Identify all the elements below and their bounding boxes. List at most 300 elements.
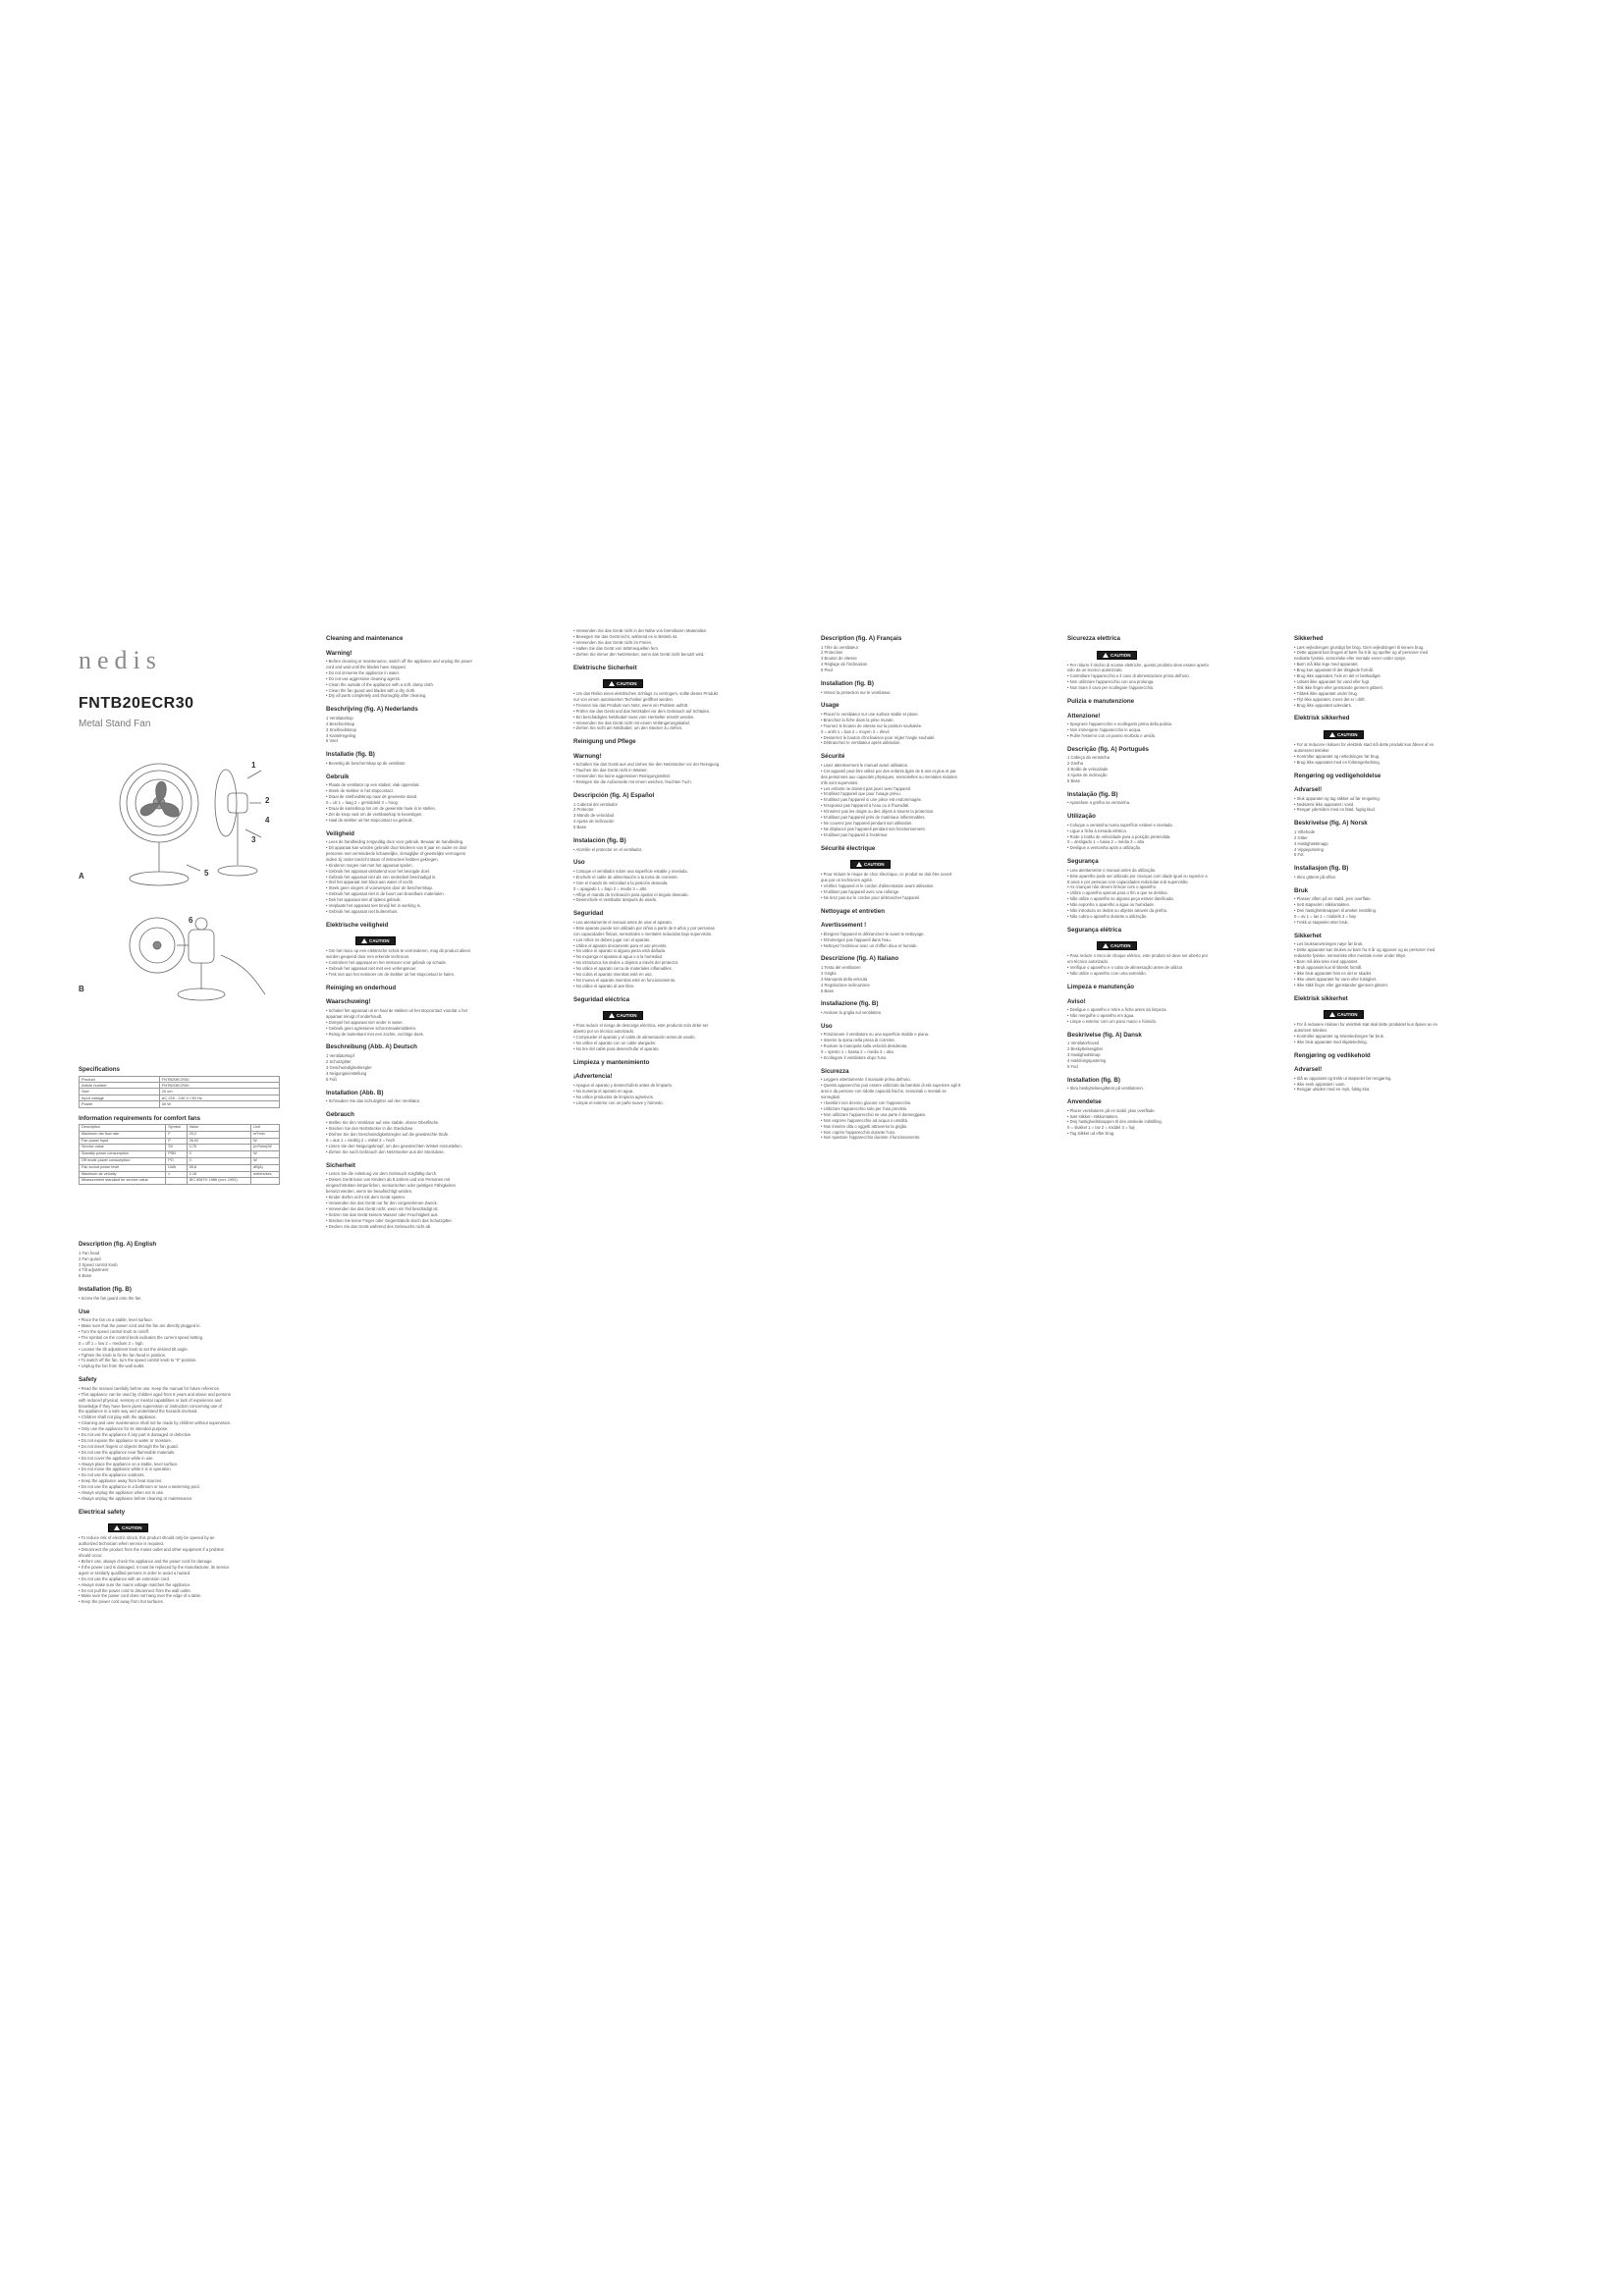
- text-line: um técnico autorizado.: [1067, 959, 1110, 965]
- text-line: • Draai de snelheidsknop naar de gewenste stand.: [326, 794, 418, 800]
- text-line: • Halten Sie das Gerät von Wärmequellen fern.: [573, 645, 660, 651]
- section-heading: Rengøring og vedligeholdelse: [1294, 772, 1381, 779]
- text-line: • Tighten the knob to fix the fan head in position.: [79, 1352, 167, 1358]
- text-line: • Ziehen Sie nicht am Netzkabel, um den Stecker zu ziehen.: [573, 725, 683, 731]
- text-line: • Les enfants ne doivent pas jouer avec l'appareil.: [821, 785, 912, 791]
- text-line: • Cleaning and user maintenance shall not be made by children without supervision.: [79, 1420, 232, 1426]
- table-cell: 0: [187, 1151, 250, 1158]
- text-line: • Verwenden Sie das Gerät nicht mit einem Verlängerungskabel.: [573, 720, 691, 725]
- text-line: 3 Geschwindigkeitsregler: [326, 1064, 372, 1070]
- text-line: nedsatte fysiske, sensoriske eller mentale evner under opsyn.: [1294, 656, 1407, 662]
- specifications-table: [79, 1076, 280, 1108]
- table-cell: [251, 1178, 280, 1185]
- table-cell: SV: [166, 1145, 187, 1151]
- text-line: • Do not cover the appliance while in use.: [79, 1455, 154, 1461]
- text-line: • Reinigen Sie die Außenseite mit einem weichen, feuchten Tuch.: [573, 779, 692, 785]
- section-heading: Bruk: [1294, 886, 1309, 894]
- text-line: • Dette apparat kan bruges af børn fra 8 år og opefter og af personer med: [1294, 650, 1429, 656]
- text-line: 3 Botão de velocidade: [1067, 767, 1109, 773]
- figure-label-5: 5: [204, 869, 209, 878]
- text-line: • Bevestig de beschermkap op de ventilator.: [326, 760, 406, 766]
- table-cell: IEC 60879: 1986 (corr. 1992): [187, 1178, 250, 1185]
- text-line: • Drehen Sie den Geschwindigkeitsregler auf die gewünschte Stufe.: [326, 1132, 450, 1138]
- table-cell: 20 cm: [159, 1089, 279, 1095]
- table-cell: Description: [80, 1125, 166, 1132]
- text-line: • Skru gitteret på viften.: [1294, 874, 1337, 880]
- info-row: [80, 1151, 280, 1158]
- text-line: • Atornille el protector en el ventilador.: [573, 846, 643, 852]
- text-line: 2 Protection: [821, 650, 843, 656]
- text-line: should occur.: [79, 1553, 103, 1559]
- text-line: 1 Ventilatorkopf: [326, 1052, 354, 1058]
- text-line: • Leggere attentamente il manuale prima dell'uso.: [821, 1077, 911, 1083]
- text-line: • Aparafuse a grelha na ventoinha.: [1067, 800, 1131, 806]
- section-heading: Sécurité: [821, 753, 845, 761]
- section-heading: Aviso!: [1067, 997, 1086, 1005]
- text-line: apparaat reinigt of onderhoudt.: [326, 1013, 383, 1019]
- text-line: que par un technicien agréé.: [821, 878, 874, 883]
- text-line: • Lees de handleiding zorgvuldig door voor gebruik. Bewaar de handleiding.: [326, 839, 464, 845]
- text-line: • Ikke utsett apparatet for vann eller fuktighet.: [1294, 976, 1378, 982]
- warning-triangle-icon: [114, 1525, 120, 1530]
- table-cell: 30 W: [159, 1101, 279, 1107]
- text-line: 0 = spento 1 = bassa 2 = media 3 = alta: [821, 1049, 893, 1055]
- text-line: • Gebruik geen agressieve schoonmaakmiddelen.: [326, 1025, 417, 1031]
- caution-text: CAUTION: [1110, 943, 1131, 949]
- text-line: • Cet appareil peut être utilisé par des enfants âgés de 8 ans et plus et par: [821, 768, 956, 774]
- text-line: • Dit apparaat kan worden gebruikt door kinderen van 8 jaar en ouder en door: [326, 845, 467, 851]
- text-line: • Pour réduire le risque de choc électrique, ce produit ne doit être ouvert: [821, 872, 952, 878]
- column-3: [573, 628, 807, 1105]
- caution-label: [1097, 651, 1137, 660]
- text-line: • Before use, always check the appliance and the power cord for damage.: [79, 1559, 213, 1565]
- text-line: solo da un tecnico autorizzato.: [1067, 667, 1123, 673]
- text-line: • Ne tirez pas sur le cordon pour débrancher l'appareil.: [821, 894, 921, 900]
- text-line: reduserte fysiske, sensoriske eller mentale evner under tilsyn.: [1294, 953, 1407, 959]
- text-line: • Always place the appliance on a stable, level surface.: [79, 1461, 179, 1467]
- text-line: cord and wait until the blades have stopped.: [326, 664, 406, 669]
- text-line: • Para reduzir o risco de choque elétrico, este produto só deve ser aberto por: [1067, 953, 1208, 959]
- section-heading: Installation (fig. B): [821, 680, 874, 688]
- table-cell: Article number: [80, 1082, 160, 1088]
- section-heading: Reiniging en onderhoud: [326, 984, 397, 991]
- section-heading: Use: [79, 1308, 90, 1315]
- text-line: • Ein beschädigtes Netzkabel muss vom Hersteller ersetzt werden.: [573, 714, 695, 720]
- text-line: • Ruotare la manopola sulla velocità desiderata.: [821, 1043, 908, 1049]
- text-line: • Dry all parts completely and thoroughly after cleaning.: [326, 693, 427, 699]
- text-line: 4 Kantelregeling: [326, 732, 356, 738]
- text-line: 5 Base: [573, 825, 587, 830]
- text-line: • Stecken Sie keine Finger oder Gegenstände durch das Schutzgitter.: [326, 1217, 453, 1223]
- figure-label-6: 6: [189, 916, 193, 925]
- text-line: • Sæt stikket i stikkontakten.: [1067, 1113, 1119, 1119]
- text-line: • Utilizzare l'apparecchio solo per l'uso previsto.: [821, 1105, 908, 1111]
- text-line: 2 Beschermkap: [326, 721, 355, 726]
- text-line: • Setzen Sie das Gerät keinem Wasser oder Feuchtigkeit aus.: [326, 1211, 439, 1217]
- text-line: • Do not use the appliance in a bathroom or near a swimming pool.: [79, 1484, 200, 1490]
- figure-label-b: B: [79, 985, 84, 993]
- section-heading: Pulizia e manutenzione: [1067, 698, 1135, 706]
- text-line: agent or similarly qualified persons in order to avoid a hazard.: [79, 1570, 191, 1575]
- text-line: • If the power cord is damaged, it must be replaced by the manufacturer, its service: [79, 1564, 230, 1570]
- table-cell: meters/sec: [251, 1171, 280, 1178]
- text-line: • Placez le ventilateur sur une surface stable et plane.: [821, 711, 919, 717]
- section-heading: Beskrivelse (fig. A) Dansk: [1067, 1031, 1142, 1039]
- text-line: • Non utilizzare l'apparecchio con una prolunga.: [1067, 679, 1155, 685]
- text-line: • Vissez la protection sur le ventilateur.: [821, 689, 892, 695]
- table-cell: LWA: [166, 1164, 187, 1171]
- text-line: • No utilice productos de limpieza agresivos.: [573, 1094, 654, 1099]
- info-requirements-heading: Information requirements for comfort fans: [79, 1114, 201, 1122]
- text-line: • N'exposez pas l'appareil à l'eau ou à l'humidité.: [821, 803, 910, 809]
- caution-text: CAUTION: [1110, 652, 1131, 658]
- text-line: • Ne déplacez pas l'appareil pendant son fonctionnement.: [821, 826, 926, 831]
- text-line: • Do not use the appliance outdoors.: [79, 1472, 145, 1478]
- text-line: • Decken Sie das Gerät während des Gebrauchs nicht ab.: [326, 1223, 432, 1229]
- text-line: • Non utilizzare l'apparecchio se una parte è danneggiata.: [821, 1111, 927, 1117]
- text-line: • To reduce risk of electric shock, this product should only be opened by an: [79, 1535, 215, 1541]
- text-line: 4 Hældningsjustering: [1067, 1057, 1107, 1063]
- table-cell: m³/min: [251, 1131, 280, 1138]
- text-line: • Læs vejledningen grundigt før brug. Gem vejledningen til senere brug.: [1294, 644, 1425, 650]
- text-line: • Draai de kantelknop los om de gewenste hoek in te stellen.: [326, 805, 437, 811]
- text-line: • Gire el mando de velocidad a la posición deseada.: [573, 880, 669, 885]
- section-heading: Nettoyage et entretien: [821, 907, 885, 915]
- warning-triangle-icon: [1103, 653, 1109, 658]
- text-line: • Do not immerse the appliance in water.: [326, 669, 401, 675]
- text-line: • Rengjør utsiden med en myk, fuktig klut.: [1294, 1087, 1371, 1093]
- text-line: • No utilice el aparato con un cable alargador.: [573, 1040, 657, 1045]
- section-heading: Elektrische Sicherheit: [573, 664, 637, 671]
- text-line: • Trennen Sie das Produkt vom Netz, wenn ein Problem auftritt.: [573, 702, 689, 708]
- text-line: • Gebruik het apparaat niet buitenshuis.: [326, 909, 399, 914]
- section-heading: Gebrauch: [326, 1110, 354, 1118]
- text-line: • Plasser viften på en stabil, jevn overflate.: [1294, 896, 1372, 902]
- section-heading: Limpieza y mantenimiento: [573, 1058, 650, 1066]
- table-cell: 26,92: [187, 1138, 250, 1145]
- text-line: • No exponga el aparato al agua o a la humedad.: [573, 954, 664, 960]
- section-heading: Instalación (fig. B): [573, 837, 626, 845]
- text-line: • Não utilize o aparelho com uma extensão.: [1067, 971, 1147, 977]
- caution-label: [355, 936, 396, 945]
- text-line: • Spegnere l'apparecchio e scollegarlo prima della pulizia.: [1067, 721, 1173, 727]
- text-line: • Pulire l'esterno con un panno morbido e umido.: [1067, 732, 1157, 738]
- text-line: • Este aparelho pode ser utilizado por crianças com idade igual ou superior a: [1067, 873, 1208, 879]
- table-cell: (m³/min)/W: [251, 1145, 280, 1151]
- section-heading: Sikkerhed: [1294, 635, 1324, 642]
- section-heading: Instalação (fig. B): [1067, 790, 1118, 798]
- text-line: 0 = arrêt 1 = bas 2 = moyen 3 = élevé: [821, 728, 890, 734]
- text-line: 5 Voet: [326, 738, 338, 744]
- section-heading: Uso: [573, 859, 585, 867]
- text-line: 2 Protector: [573, 807, 594, 813]
- warning-triangle-icon: [856, 862, 862, 867]
- model-number: FNTB20ECR30: [79, 695, 194, 712]
- text-line: • Verwenden Sie keine aggressiven Reinigungsmittel.: [573, 774, 671, 779]
- text-line: • N'insérez pas les doigts ou des objets à travers la protection.: [821, 809, 935, 815]
- text-line: • Flyt ikke apparatet, mens det er i drift.: [1294, 696, 1366, 702]
- text-line: • Um das Risiko eines elektrischen Schlags zu verringern, sollte dieses Produkt: [573, 691, 718, 697]
- table-cell: Service value: [80, 1145, 166, 1151]
- text-line: • Coloque el ventilador sobre una superficie estable y nivelada.: [573, 868, 688, 874]
- section-heading: Elektrisk sikkerhet: [1294, 994, 1348, 1002]
- text-line: 5 Base: [79, 1273, 92, 1279]
- column-4: [821, 628, 1055, 1141]
- text-line: • Tauchen Sie das Gerät nicht in Wasser.: [573, 768, 648, 774]
- section-heading: Installation (fig. B): [1067, 1076, 1120, 1084]
- text-line: • Lisez attentivement le manuel avant utilisation.: [821, 762, 909, 768]
- text-line: • Desligue a ventoinha após a utilização.: [1067, 845, 1142, 851]
- figure-label-2: 2: [265, 796, 270, 805]
- text-line: • Avvitare la griglia sul ventilatore.: [821, 1009, 883, 1015]
- text-line: • Verplaats het apparaat niet terwijl het in werking is.: [326, 903, 421, 909]
- text-line: • Branchez la fiche dans la prise murale.: [821, 717, 894, 722]
- text-line: • Verwenden Sie das Gerät nur für den vorgesehenen Zweck.: [326, 1200, 438, 1205]
- text-line: 3 Speed control knob: [79, 1261, 118, 1267]
- text-line: • Gebruik het apparaat uitsluitend voor het beoogde doel.: [326, 868, 430, 874]
- section-heading: Beschrijving (fig. A) Nederlands: [326, 706, 418, 714]
- text-line: • Para reducir el riesgo de descarga eléctrica, este producto solo debe ser: [573, 1023, 709, 1029]
- text-line: • Não introduza os dedos ou objetos através da grelha.: [1067, 908, 1168, 914]
- text-line: • Screw the fan guard onto the fan.: [79, 1295, 142, 1301]
- text-line: • Drei hastighetsknappen til ønsket innstilling.: [1294, 908, 1378, 914]
- text-line: 4 Regolazione inclinazione: [821, 982, 870, 988]
- product-name: Metal Stand Fan: [79, 719, 151, 729]
- table-cell: Power: [80, 1101, 160, 1107]
- text-line: • Drej hastighedsknappen til den ønskede indstilling.: [1067, 1119, 1163, 1125]
- text-line: • Børn må ikke lege med apparatet.: [1294, 662, 1359, 667]
- text-line: abierto por un técnico autorizado.: [573, 1029, 635, 1035]
- text-line: • Brug kun apparatet til det tilsigtede formål.: [1294, 667, 1375, 673]
- table-cell: W: [251, 1158, 280, 1165]
- text-line: • Do not use the appliance near flammable materials.: [79, 1449, 176, 1455]
- text-line: 2 Griglia: [821, 970, 837, 976]
- text-line: • To switch off the fan, turn the speed control knob to "0" position.: [79, 1358, 197, 1363]
- text-line: • Do not use the appliance if any part is damaged or defective.: [79, 1432, 192, 1438]
- text-line: • Sett støpselet i stikkontakten.: [1294, 902, 1351, 908]
- text-line: • Steek de stekker in het stopcontact.: [326, 788, 394, 794]
- caution-text: CAUTION: [1337, 1012, 1358, 1018]
- text-line: 0 = off 1 = low 2 = medium 3 = high: [79, 1340, 143, 1346]
- text-line: benutzt werden, wenn sie beaufsichtigt werden.: [326, 1189, 413, 1195]
- text-line: anni e da persone con ridotte capacità fisiche, sensoriali o mentali se: [821, 1089, 947, 1095]
- text-line: with reduced physical, sensory or mental capabilities or lack of experience and: [79, 1397, 222, 1403]
- section-heading: Anvendelse: [1067, 1098, 1102, 1106]
- text-line: nur von einem autorisierten Techniker geöffnet werden.: [573, 696, 675, 702]
- specifications-heading: Specifications: [79, 1066, 120, 1073]
- warning-triangle-icon: [1103, 943, 1109, 948]
- text-line: • Always unplug the appliance when not in use.: [79, 1490, 165, 1496]
- text-line: • Compruebe el aparato y el cable de alimentación antes de usarlo.: [573, 1035, 696, 1041]
- text-line: authorized technician when service is required.: [79, 1541, 165, 1547]
- text-line: • Ligue a ficha à tomada elétrica.: [1067, 828, 1127, 833]
- text-line: • Plaats de ventilator op een stabiel, vlak oppervlak.: [326, 782, 420, 788]
- section-heading: Avertissement !: [821, 922, 867, 930]
- text-line: • Stellen Sie den Ventilator auf eine stabile, ebene Oberfläche.: [326, 1120, 440, 1126]
- section-heading: Descripción (fig. A) Español: [573, 792, 655, 799]
- fan-illustration: [79, 749, 275, 1019]
- section-heading: Warning!: [326, 649, 352, 657]
- product-figure: [79, 749, 275, 1019]
- table-cell: Standby power consumption: [80, 1151, 166, 1158]
- section-heading: Electrical safety: [79, 1508, 126, 1516]
- text-line: • Ne couvrez pas l'appareil pendant son utilisation.: [821, 820, 913, 826]
- text-line: • N'utilisez pas l'appareil à l'extérieur.: [821, 831, 889, 837]
- text-line: 1 Cabezal del ventilador: [573, 801, 618, 807]
- table-cell: Symbol: [166, 1125, 187, 1132]
- text-line: • No cubra el aparato mientras esté en uso.: [573, 972, 653, 978]
- text-line: • I bambini non devono giocare con l'apparecchio.: [821, 1100, 912, 1105]
- text-line: • No utilice el aparato cerca de materiales inflamables.: [573, 966, 673, 972]
- text-line: • Haal de stekker uit het stopcontact na gebruik.: [326, 817, 413, 823]
- text-line: • Ziehen Sie nach Gebrauch den Netzstecker aus der Steckdose.: [326, 1148, 445, 1154]
- text-line: • Desserrez le bouton d'inclinaison pour régler l'angle souhaité.: [821, 734, 936, 740]
- text-line: • N'immergez pas l'appareil dans l'eau.: [821, 936, 892, 942]
- text-line: • Non immergere l'apparecchio in acqua.: [1067, 726, 1142, 732]
- text-line: • For at reducere risikoen for elektrisk stød må dette produkt kun åbnes af en: [1294, 741, 1435, 747]
- text-line: • Trekk ut støpselet etter bruk.: [1294, 919, 1349, 925]
- table-cell: Product: [80, 1076, 160, 1082]
- table-cell: Value: [187, 1125, 250, 1132]
- text-line: • No mueva el aparato mientras esté en funcionamiento.: [573, 977, 677, 983]
- text-line: autoriseret tekniker.: [1294, 747, 1330, 753]
- text-line: • Posizionare il ventilatore su una superficie stabile e piana.: [821, 1032, 930, 1038]
- section-heading: Usage: [821, 702, 839, 710]
- text-line: 1 Ventilatorkop: [326, 715, 353, 721]
- table-cell: Maximum air velocity: [80, 1171, 166, 1178]
- section-heading: Gebruik: [326, 773, 350, 780]
- section-heading: Cleaning and maintenance: [326, 635, 404, 642]
- section-heading: Segurança elétrica: [1067, 926, 1122, 934]
- text-line: • Clean the outside of the appliance with a soft, damp cloth.: [326, 681, 434, 687]
- text-line: • Gebruik het apparaat niet als een onderdeel beschadigd is.: [326, 874, 437, 880]
- text-line: • As crianças não devem brincar com o aparelho.: [1067, 884, 1158, 890]
- table-cell: PO: [166, 1158, 187, 1165]
- text-line: • Éteignez l'appareil et débranchez-le avant le nettoyage.: [821, 931, 925, 936]
- section-heading: Advarsel!: [1294, 1066, 1323, 1074]
- table-cell: FNTB20ECR30: [159, 1076, 279, 1082]
- text-line: 8 anos e por pessoas com capacidades reduzidas sob supervisão.: [1067, 879, 1189, 884]
- text-line: 5 Base: [821, 988, 835, 993]
- caution-text: CAUTION: [864, 862, 885, 868]
- text-line: the appliance in a safe way and understand the hazards involved.: [79, 1409, 198, 1415]
- figure-label-3: 3: [251, 835, 256, 844]
- text-line: • Brug ikke apparatet, hvis en del er beskadiget.: [1294, 673, 1381, 679]
- text-line: • Barn må ikke leke med apparatet.: [1294, 959, 1359, 964]
- text-line: 5 Fot: [1294, 852, 1304, 858]
- text-line: • Ikke senk apparatet i vann.: [1294, 1081, 1346, 1087]
- text-line: • The symbol on the control knob indicates the current speed setting.: [79, 1334, 204, 1340]
- text-line: • Ikke stikk fingre eller gjenstander gjennom gitteret.: [1294, 982, 1388, 988]
- text-line: 2 Schutzgitter: [326, 1058, 352, 1064]
- table-cell: Off mode power consumption: [80, 1158, 166, 1165]
- text-line: 2 Grelha: [1067, 761, 1084, 767]
- section-heading: Elektrisk sikkerhed: [1294, 715, 1350, 722]
- text-line: s'ils sont supervisés.: [821, 779, 859, 785]
- text-line: • No sumerja el aparato en agua.: [573, 1088, 634, 1094]
- text-line: • N'utilisez pas l'appareil si une pièce est endommagée.: [821, 797, 923, 803]
- text-line: 1 Viftehode: [1294, 828, 1316, 834]
- section-heading: Sécurité électrique: [821, 844, 876, 852]
- section-heading: Installation (fig. B): [79, 1286, 132, 1294]
- text-line: • Loosen the tilt adjustment knob to set the desired tilt angle.: [79, 1346, 189, 1352]
- text-line: • Stik ikke fingre eller genstande gennem gitteret.: [1294, 684, 1384, 690]
- caution-label: [1324, 1010, 1364, 1019]
- text-line: 4 Tilt adjustment: [79, 1267, 109, 1273]
- text-line: 3 Bouton de vitesse: [821, 656, 857, 662]
- table-cell: Unit: [251, 1125, 280, 1132]
- warning-triangle-icon: [361, 938, 367, 943]
- column-2: [326, 628, 560, 1229]
- column-6: [1294, 628, 1540, 1093]
- text-line: • Ziehen Sie immer den Netzstecker, wenn das Gerät nicht benutzt wird.: [573, 651, 705, 657]
- text-line: • Do not pull the power cord to disconnect from the wall outlet.: [79, 1587, 191, 1593]
- text-line: • Kinder dürfen nicht mit dem Gerät spielen.: [326, 1194, 406, 1200]
- text-line: • Inserire la spina nella presa di corrente.: [821, 1038, 895, 1043]
- text-line: eingeschränkten körperlichen, sensorischen oder geistigen Fähigkeiten: [326, 1183, 456, 1189]
- text-line: con capacidades físicas, sensoriales o mentales reducidas bajo supervisión.: [573, 931, 713, 936]
- text-line: • Afloje el mando de inclinación para ajustar el ángulo deseado.: [573, 891, 689, 897]
- section-heading: Description (fig. A) Français: [821, 635, 902, 642]
- brand-logo: nedis: [79, 646, 162, 674]
- column-1: [79, 646, 280, 1605]
- text-line: • Keep the power cord away from hot surfaces.: [79, 1599, 164, 1605]
- text-line: • Do not insert fingers or objects through the fan guard.: [79, 1443, 179, 1449]
- text-line: • Verifique o aparelho e o cabo de alimentação antes de utilizar.: [1067, 965, 1184, 971]
- text-line: • Make sure that the power cord and the fan are directly plugged in.: [79, 1323, 201, 1329]
- caution-text: CAUTION: [369, 938, 390, 944]
- text-line: • N'utilisez l'appareil que pour l'usage prévu.: [821, 791, 901, 797]
- text-line: • Per ridurre il rischio di scosse elettriche, questo prodotto deve essere aperto: [1067, 662, 1209, 667]
- text-line: 3 Hastighetsknapp: [1294, 840, 1328, 846]
- text-line: des personnes aux capacités physiques, sensorielles ou mentales réduites: [821, 774, 957, 779]
- info-row: [80, 1164, 280, 1171]
- text-line: • Tournez le bouton de vitesse sur la position souhaitée.: [821, 722, 923, 728]
- text-line: • N'utilisez pas l'appareil près de matériaux inflammables.: [821, 815, 926, 821]
- text-line: • Steek geen vingers of voorwerpen door de beschermkap.: [326, 885, 434, 891]
- section-heading: Reinigung und Pflege: [573, 738, 636, 746]
- text-line: sorvegliati.: [821, 1095, 841, 1100]
- caution-text: CAUTION: [617, 1013, 637, 1019]
- text-line: • Non spostare l'apparecchio durante il funzionamento.: [821, 1135, 921, 1141]
- figure-label-1: 1: [251, 761, 256, 770]
- text-line: • Verwenden Sie das Gerät nicht, wenn ein Teil beschädigt ist.: [326, 1205, 439, 1211]
- text-line: • Verwenden Sie das Gerät nicht in der Nähe von brennbaren Materialien.: [573, 628, 708, 633]
- caution-label: [108, 1523, 148, 1532]
- table-cell: W: [251, 1138, 280, 1145]
- text-line: • Non tirare il cavo per scollegare l'apparecchio.: [1067, 685, 1155, 691]
- section-heading: Sicurezza elettrica: [1067, 635, 1120, 642]
- text-line: • Gebruik het apparaat niet met een verlengsnoer.: [326, 966, 417, 972]
- text-line: • Coloque a ventoinha numa superfície estável e nivelada.: [1067, 822, 1173, 828]
- text-line: • Bewegen Sie das Gerät nicht, während es in Betrieb ist.: [573, 633, 678, 639]
- text-line: 5 Fod: [1067, 1063, 1078, 1069]
- text-line: indien zij onder toezicht staan of instructies hebben gekregen.: [326, 856, 439, 862]
- text-line: • Always unplug the appliance before cleaning or maintenance.: [79, 1496, 193, 1502]
- text-line: • Placer ventilatoren på en stabil, plan overflade.: [1067, 1107, 1156, 1113]
- text-line: • Only use the appliance for its intended purpose.: [79, 1426, 169, 1432]
- info-requirements-table: [79, 1124, 280, 1185]
- table-cell: 0,75: [187, 1145, 250, 1151]
- text-line: • Do not move the appliance while it is in operation.: [79, 1467, 172, 1472]
- text-line: • Udsæt ikke apparatet for vand eller fugt.: [1294, 678, 1371, 684]
- info-row: [80, 1131, 280, 1138]
- text-line: 0 = slukket 1 = lav 2 = middel 3 = høj: [1067, 1125, 1135, 1131]
- text-line: 1 Testa del ventilatore: [821, 964, 861, 970]
- text-line: • Dieses Gerät kann von Kindern ab 8 Jahren und von Personen mit: [326, 1177, 451, 1183]
- text-line: • Children shall not play with the appliance.: [79, 1415, 157, 1420]
- text-line: • Read the manual carefully before use. Keep the manual for future reference.: [79, 1385, 221, 1391]
